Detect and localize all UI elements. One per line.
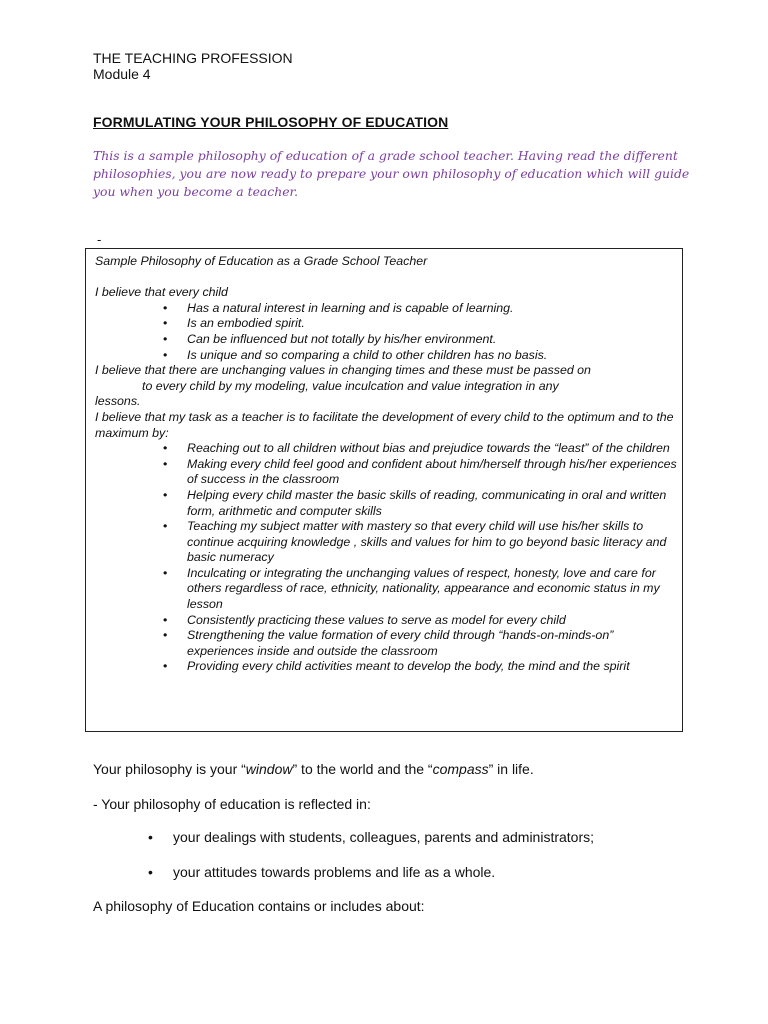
compass-word: compass	[432, 761, 489, 777]
list-item: • Is an embodied spirit.	[163, 316, 305, 331]
bullet-icon: •	[163, 487, 168, 502]
bullet-icon: •	[163, 659, 168, 674]
bullet-icon: •	[163, 331, 168, 346]
sample-philosophy-box	[85, 248, 683, 732]
list-item: • Inculcating or integrating the unchanging values of respect, honesty, love and care for others regardless of race, ethnicity, nationality, appearance and economic status in my lesson	[163, 565, 660, 612]
belief-values-line2: to every child by my modeling, value inculcation and value integration in any	[142, 378, 559, 393]
section-title: FORMULATING YOUR PHILOSOPHY OF EDUCATION	[93, 114, 449, 130]
contains-line: A philosophy of Education contains or includes about:	[93, 898, 425, 914]
bullet-icon: •	[163, 456, 168, 471]
intro-paragraph: This is a sample philosophy of education of a grade school teacher. Having read the different philosophies, you are now ready to prepare your own philosophy of education which will guide you when you become a teacher.	[93, 148, 690, 199]
list-item: • Is unique and so comparing a child to other children has no basis.	[163, 347, 548, 362]
belief-values-line3: lessons.	[95, 394, 141, 409]
list-item: • Strengthening the value formation of every child through “hands-on-minds-on” experiences inside and outside the classroom	[163, 628, 614, 658]
window-compass-line: Your philosophy is your “window” to the world and the “compass” in life.	[93, 761, 534, 777]
task-list	[95, 441, 677, 675]
list-item: • Making every child feel good and confident about him/herself through his/her experiences of success in the classroom	[163, 456, 677, 487]
bullet-icon: •	[163, 300, 168, 315]
bullet-icon: •	[148, 829, 153, 845]
bullet-icon: •	[163, 565, 168, 580]
list-item: • Consistently practicing these values to serve as model for every child	[163, 612, 566, 627]
belief-task: I believe that my task as a teacher is to facilitate the development of every child to the optimum and to the maximum by:	[95, 409, 674, 440]
dash-marker: -	[97, 232, 102, 247]
bullet-icon: •	[163, 612, 168, 627]
bullet-icon: •	[163, 316, 168, 331]
list-item: • Teaching my subject matter with mastery so that every child will use his/her skills to continue acquiring knowledge , skills and values for him to go beyond basic literacy and basic numeracy	[163, 519, 667, 565]
list-item: • Reaching out to all children without bias and prejudice towards the “least” of the children	[163, 441, 670, 456]
bullet-icon: •	[163, 628, 168, 643]
list-item: • Helping every child master the basic skills of reading, communicating in oral and written form, arithmetic and computer skills	[163, 487, 667, 518]
bullet-icon: •	[148, 864, 153, 880]
belief-child: I believe that every child	[95, 285, 228, 300]
sample-heading: Sample Philosophy of Education as a Grade School Teacher	[95, 254, 428, 268]
bullet-icon: •	[163, 441, 168, 456]
bullet-icon: •	[163, 347, 168, 362]
document-header	[93, 50, 293, 82]
belief-values-line1: I believe that there are unchanging values in changing times and these must be passed on	[95, 363, 591, 378]
list-item: • Can be influenced but not totally by his/her environment.	[163, 331, 497, 346]
reflected-in-line: - Your philosophy of education is reflected in:	[93, 796, 371, 812]
course-title: THE TEACHING PROFESSION	[93, 50, 293, 66]
module-label: Module 4	[93, 66, 151, 82]
list-item: • Has a natural interest in learning and is capable of learning.	[163, 300, 514, 315]
window-word: window	[245, 761, 293, 777]
child-beliefs-list	[95, 301, 677, 363]
document-page: THE TEACHING PROFESSION Module 4 FORMULATING YOUR PHILOSOPHY OF EDUCATION This is a sample philosophy of education of a grade school teacher. Having read the different philosophies, you are now ready to prepare your own philosophy of education which will guide you when you become a teacher. - Sample Philosophy of Education as a Grade School Teacher I believe that every child • Has a natural interest in learning and is capable of learning. • Is an embodied spirit. • Can be influenced but not totally by his/her environment. • Is unique and so comparing a child to other children has no basis. I believe that there are unchanging values in changing times and these must be passed on to every child by my modeling, value inculcation and value integration in any lessons. I believe that my task as a teacher is to facilitate the development of every child to the optimum and to the maximum by: • Reaching out to all children without bias and prejudice towards the “least” of the children • Making every child feel good and confident about him/herself through his/her experiences of success in the classroom • Helping every child master the basic skills of reading, communicating in oral and written form, arithmetic and computer skills • Teaching my subject matter with mastery so that every child will use his/her skills to continue acquiring knowledge , skills and values for him to go beyond basic literacy and basic numeracy • Inculcating or integrating the unchanging values of respect, honesty, love and care for others regardless of race, ethnicity, nationality, appearance and economic status in my lesson • Consistently practicing these values to serve as model for every child • Strengthening the value formation of every child through “hands-on-minds-on” experiences inside and outside the classroom • Providing every child activities meant to develop the body, the mind and the spirit Your philosophy is your “window” to the world and the “compass” in life. - Your philosophy of education is reflected in: • your dealings with students, colleagues, parents and administrators; • your attitudes towards problems and life as a whole. A philosophy of Education contains or includes about:	[0, 0, 768, 1024]
list-item: • Providing every child activities meant to develop the body, the mind and the spirit	[163, 659, 630, 674]
bullet-icon: •	[163, 519, 168, 534]
